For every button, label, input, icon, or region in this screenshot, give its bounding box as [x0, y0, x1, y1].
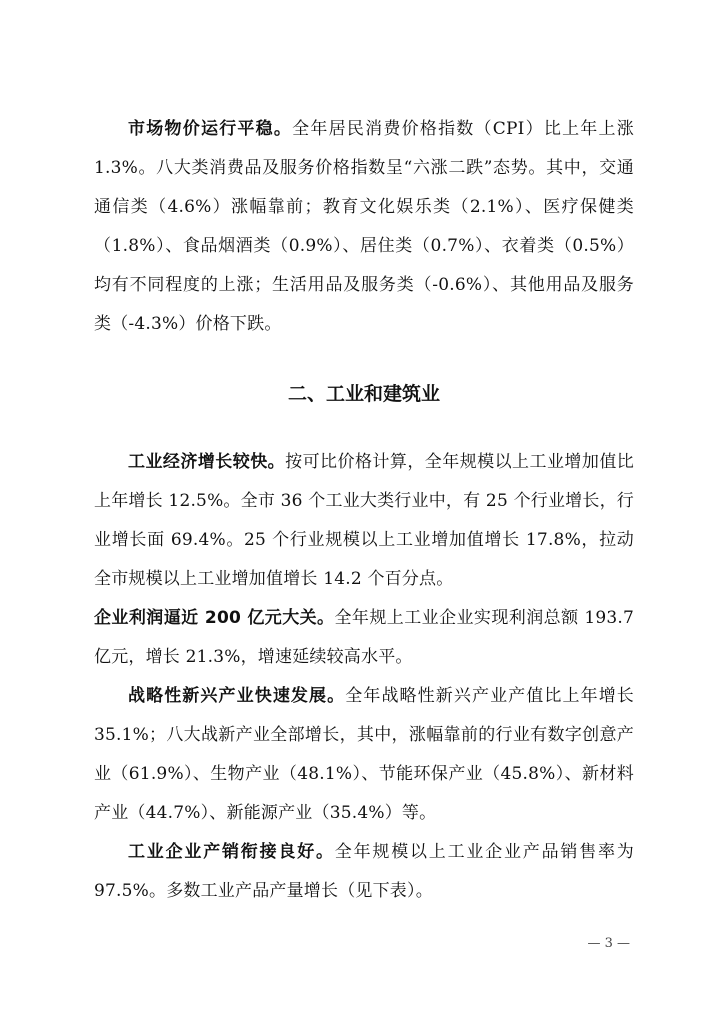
- paragraph-text: 全年规上工业企业实现利润总额 193.7 亿元，增长 21.3%，增速延续较高水平。: [94, 608, 634, 667]
- section-heading: 二、工业和建筑业: [287, 383, 440, 405]
- paragraph-lead: 战略性新兴产业快速发展。: [128, 686, 346, 706]
- paragraph-enterprise-profit: [94, 599, 634, 677]
- paragraph-text: 全年战略性新兴产业产值比上年增长35.1%；八大战新产业全部增长，其中，涨幅靠前的行业有数字创意产业（61.9%）、生物产业（48.1%）、节能环保产业（45.8%）、新材料产业（44.7%）、新能源产业（35.4%）等。: [94, 686, 634, 823]
- document-body: [94, 110, 634, 911]
- paragraph-lead: 企业利润逼近 200 亿元大关。: [94, 608, 335, 628]
- paragraph-lead: 工业经济增长较快。: [128, 452, 286, 472]
- page-number: — 3 —: [587, 936, 630, 951]
- paragraph-text: 按可比价格计算，全年规模以上工业增加值比上年增长 12.5%。全市 36 个工业大类行业中，有 25 个行业增长，行业增长面 69.4%。25 个行业规模以上工业增加值增长 17.8%，拉动全市规模以上工业增加值增长 14.2 个百分点。: [94, 452, 635, 589]
- paragraph-production-sales: [94, 833, 634, 911]
- paragraph-lead: 工业企业产销衔接良好。: [128, 842, 335, 862]
- paragraph-market-prices: [94, 110, 634, 344]
- paragraph-lead: 市场物价运行平稳。: [128, 119, 293, 139]
- paragraph-emerging-industries: [94, 677, 634, 833]
- paragraph-industrial-growth: [94, 443, 634, 599]
- paragraph-text: 全年规模以上工业企业产品销售率为 97.5%。多数工业产品产量增长（见下表）。: [94, 842, 634, 901]
- paragraph-text: 全年居民消费价格指数（CPI）比上年上涨 1.3%。八大类消费品及服务价格指数呈“六涨二跌”态势。其中，交通通信类（4.6%）涨幅靠前；教育文化娱乐类（2.1%）、医疗保健类（1.8%）、食品烟酒类（0.9%）、居住类（0.7%）、衣着类（0.5%）均有不同程度的上涨；生活用品及服务类（-0.6%）、其他用品及服务类（-4.3%）价格下跌。: [94, 119, 634, 334]
